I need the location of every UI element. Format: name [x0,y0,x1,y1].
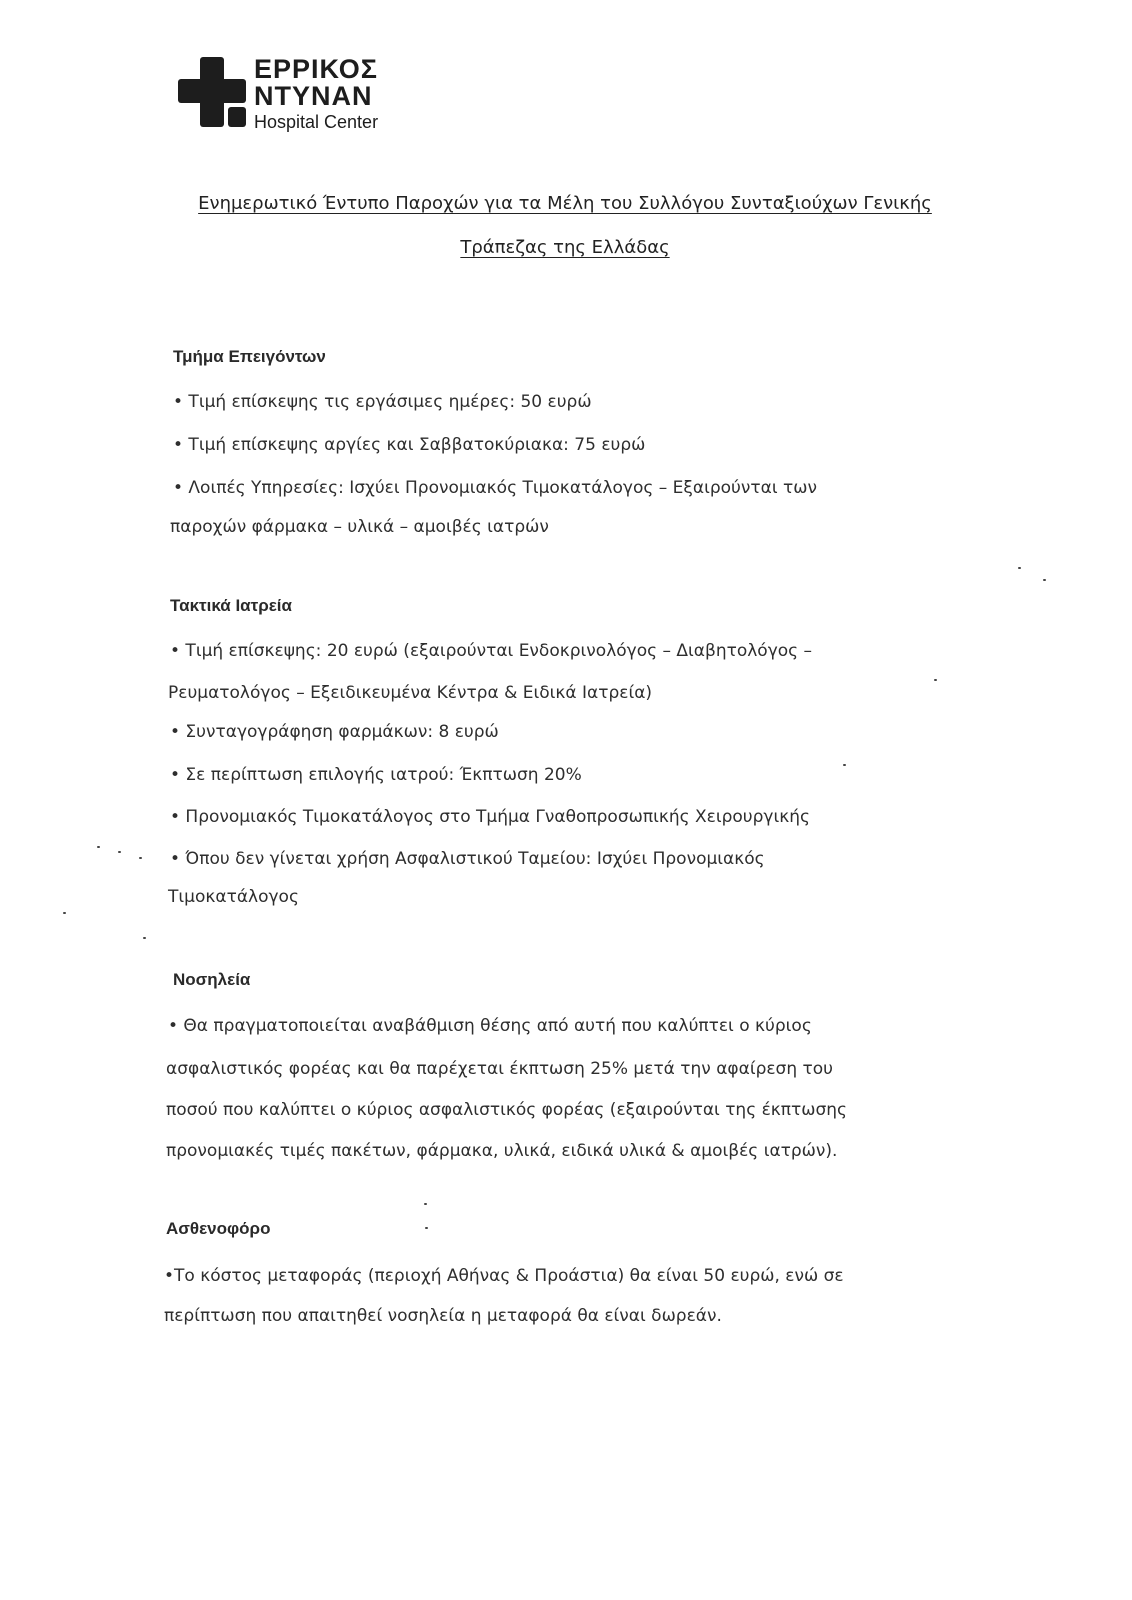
section-heading-hospitalization: Νοσηλεία [173,970,251,989]
ambulance-line1: •Το κόστος μεταφοράς (περιοχή Αθήνας & Προάστια) θα είναι 50 ευρώ, ενώ σε [164,1266,844,1286]
hospitalization-line2: ασφαλιστικός φορέας και θα παρέχεται έκπτωση 25% μετά την αφαίρεση του [166,1059,833,1079]
section-heading-ambulance: Ασθενοφόρο [166,1219,271,1238]
clinics-bullet-prescription: • Συνταγογράφηση φαρμάκων: 8 ευρώ [170,722,499,742]
scan-speck [424,1203,427,1205]
clinics-bullet-no-insurance-line2: Τιμοκατάλογος [168,887,299,907]
document-title-line1: Ενημερωτικό Έντυπο Παροχών για τα Μέλη του Συλλόγου Συνταξιούχων Γενικής [198,193,932,214]
logo-name-line2: ΝΤΥΝΑΝ [254,81,373,111]
emergency-bullet-other-line2: παροχών φάρμακα – υλικά – αμοιβές ιατρών [170,517,549,537]
clinics-bullet-maxillofacial: • Προνομιακός Τιμοκατάλογος στο Τμήμα Γναθοπροσωπικής Χειρουργικής [170,807,810,827]
logo-subtitle: Hospital Center [254,112,379,132]
medical-cross-icon [178,57,246,127]
clinics-bullet-visit-line2: Ρευματολόγος – Εξειδικευμένα Κέντρα & Ειδικά Ιατρεία) [168,683,653,703]
scan-speck [139,857,142,859]
clinics-bullet-no-insurance-line1: • Όπου δεν γίνεται χρήση Ασφαλιστικού Ταμείου: Ισχύει Προνομιακός [170,849,765,869]
clinics-bullet-doctor-choice: • Σε περίπτωση επιλογής ιατρού: Έκπτωση 20% [170,765,582,785]
ambulance-line2: περίπτωση που απαιτηθεί νοσηλεία η μεταφορά θα είναι δωρεάν. [164,1306,722,1326]
emergency-bullet-weekday: • Τιμή επίσκεψης τις εργάσιμες ημέρες: 50 ευρώ [173,392,592,412]
scan-speck [934,679,937,681]
section-heading-emergency: Τμήμα Επειγόντων [173,347,326,366]
emergency-bullet-other-line1: • Λοιπές Υπηρεσίες: Ισχύει Προνομιακός Τιμοκατάλογος – Εξαιρούνται των [173,478,817,498]
scan-speck [97,846,100,848]
clinics-bullet-visit-line1: • Τιμή επίσκεψης: 20 ευρώ (εξαιρούνται Ενδοκρινολόγος – Διαβητολόγος – [170,641,813,661]
section-heading-clinics: Τακτικά Ιατρεία [170,596,292,615]
scan-speck [1018,567,1021,569]
hospitalization-line1: • Θα πραγματοποιείται αναβάθμιση θέσης από αυτή που καλύπτει ο κύριος [168,1016,812,1036]
hospitalization-line3: ποσού που καλύπτει ο κύριος ασφαλιστικός φορέας (εξαιρούνται της έκπτωσης [166,1100,848,1120]
scan-speck [143,937,146,939]
document-title-line2: Τράπεζας της Ελλάδας [460,237,670,258]
scan-speck [1043,579,1046,581]
scan-speck [63,912,66,914]
hospitalization-line4: προνομιακές τιμές πακέτων, φάρμακα, υλικά, ειδικά υλικά & αμοιβές ιατρών). [166,1141,838,1161]
emergency-bullet-weekend: • Τιμή επίσκεψης αργίες και Σαββατοκύριακα: 75 ευρώ [173,435,646,455]
logo-name-line1: ΕΡΡΙΚΟΣ [254,54,378,84]
scan-speck [843,764,846,766]
scan-speck [118,851,121,853]
hospital-logo [178,52,418,132]
scan-speck [425,1227,428,1229]
